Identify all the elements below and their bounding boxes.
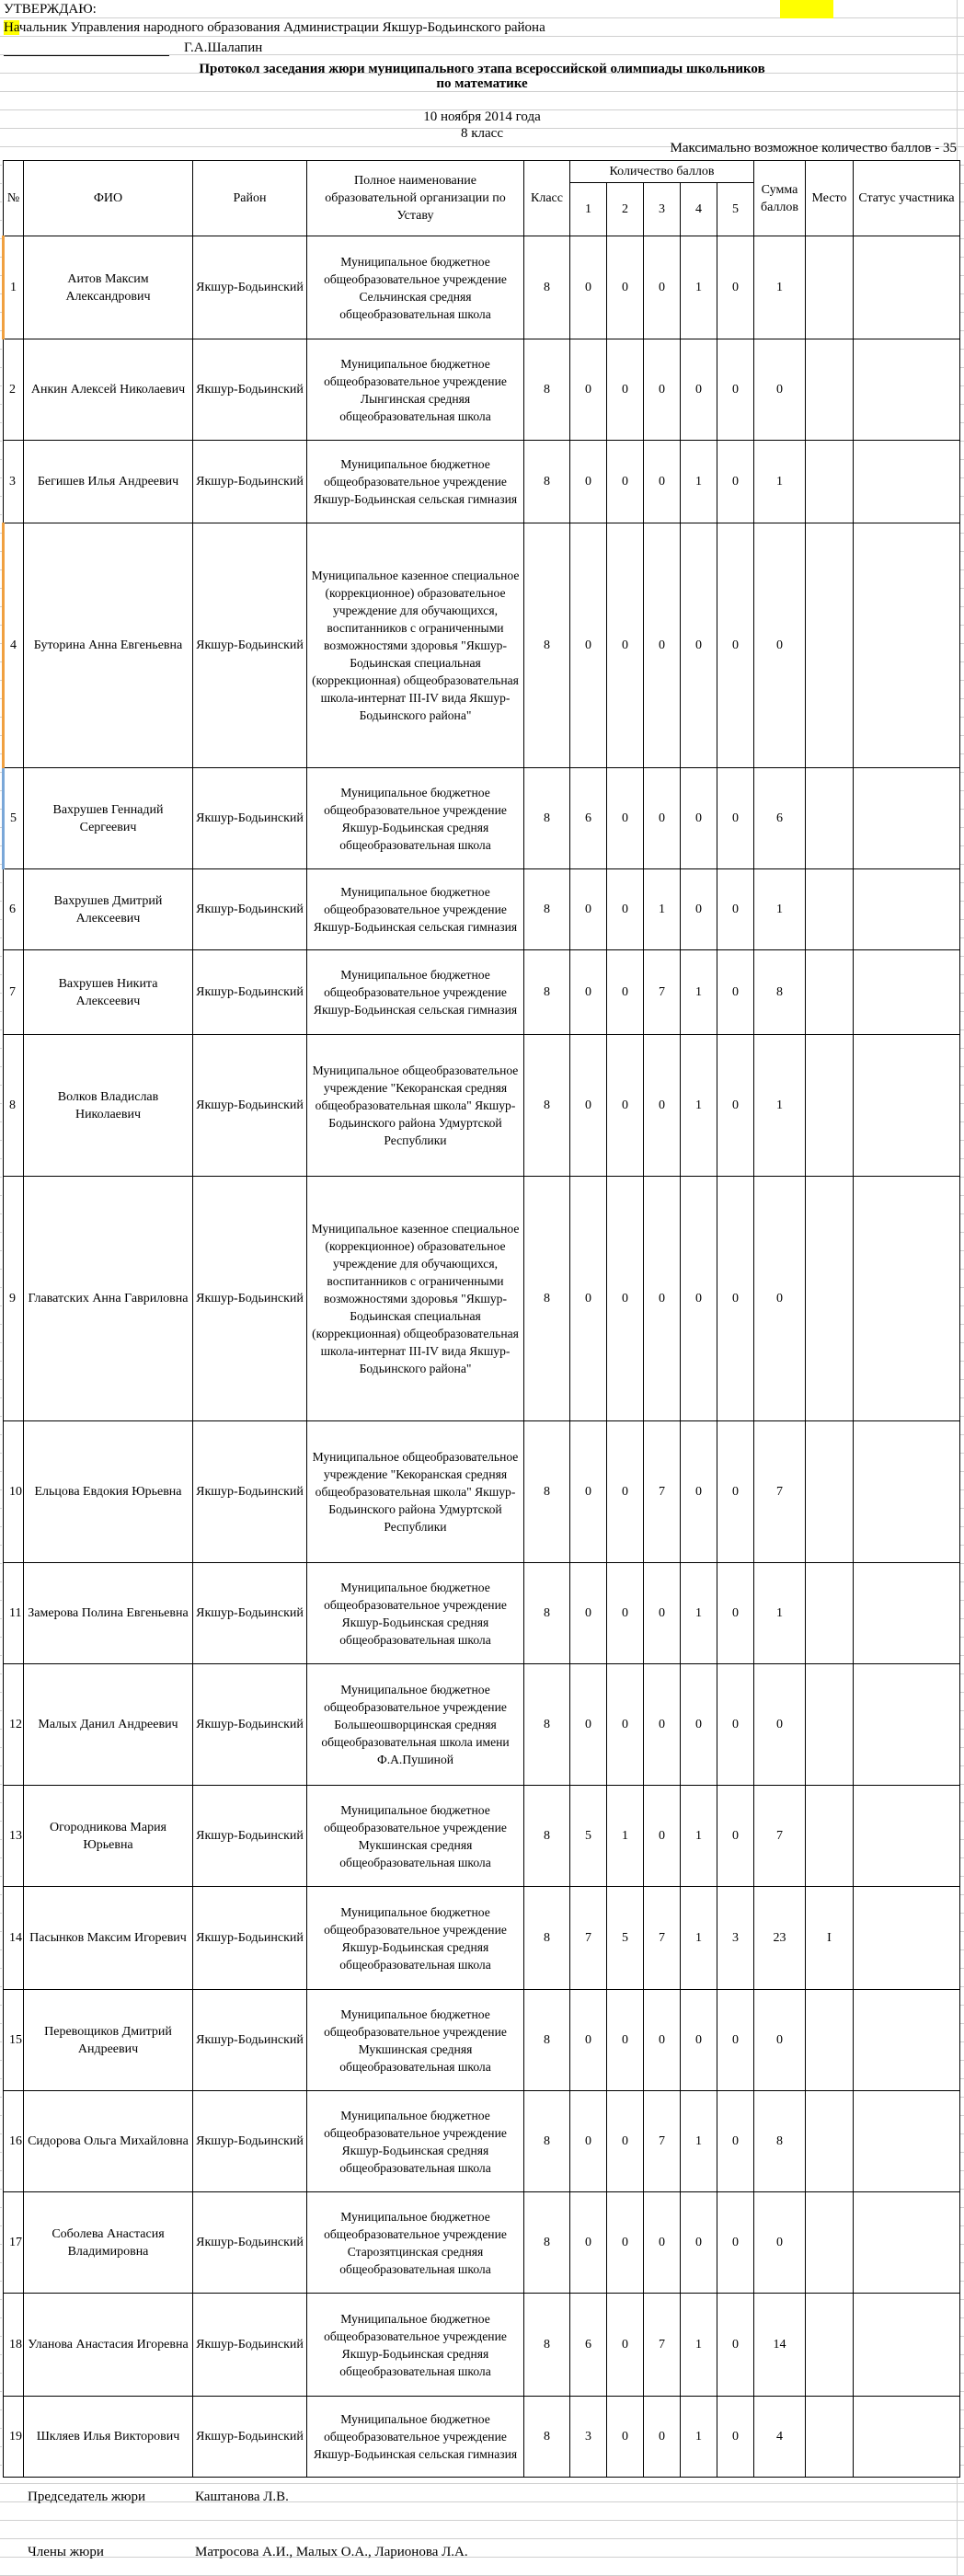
cell-q5: 0 [717, 523, 754, 768]
cell-q4: 1 [681, 2294, 717, 2397]
cell-place [806, 1786, 854, 1887]
cell-q5: 0 [717, 236, 754, 339]
cell-q4: 1 [681, 441, 717, 523]
cell-place [806, 2192, 854, 2294]
date-label: 10 ноября 2014 года [423, 109, 541, 124]
document-title: Протокол заседания жюри муниципального этапа всероссийской олимпиады школьников [199, 62, 765, 76]
cell-status [854, 441, 960, 523]
cell-q3: 0 [644, 1035, 681, 1177]
cell-num: 11 [4, 1563, 24, 1664]
cell-q1: 0 [570, 236, 607, 339]
cell-q4: 1 [681, 2397, 717, 2478]
table-row [4, 2294, 960, 2397]
col-sum: Сумма баллов [754, 161, 806, 236]
cell-q4: 1 [681, 1887, 717, 1990]
highlighted-cell[interactable] [780, 0, 833, 18]
cell-q2: 0 [607, 523, 644, 768]
cell-q1: 6 [570, 768, 607, 869]
cell-district: Якшур-Бодьинский [193, 236, 307, 339]
cell-sum: 0 [754, 2192, 806, 2294]
approve-label: УТВЕРЖДАЮ: [4, 2, 97, 17]
cell-district: Якшур-Бодьинский [193, 2091, 307, 2192]
cell-class: 8 [524, 869, 570, 950]
cell-class: 8 [524, 1786, 570, 1887]
cell-place [806, 339, 854, 441]
cell-q1: 0 [570, 1421, 607, 1563]
cell-district: Якшур-Бодьинский [193, 339, 307, 441]
cell-num: 15 [4, 1990, 24, 2091]
cell-district: Якшур-Бодьинский [193, 1035, 307, 1177]
cell-org: Муниципальное казенное специальное (коррекционное) образовательное учреждение для обучающихся, воспитанников с ограниченными возможностями здоровья "Якшур-Бодьинская специальная (коррекционная) общеобразовательная школа-интернат III-IV вида Якшур-Бодьинского района" [307, 523, 524, 768]
table-row [4, 1664, 960, 1786]
cell-q3: 7 [644, 950, 681, 1035]
cell-district: Якшур-Бодьинский [193, 768, 307, 869]
cell-num: 16 [4, 2091, 24, 2192]
cell-org: Муниципальное бюджетное общеобразовательное учреждение Мукшинская средняя общеобразовательная школа [307, 1786, 524, 1887]
cell-sum: 23 [754, 1887, 806, 1990]
table-row [4, 768, 960, 869]
cell-q4: 1 [681, 236, 717, 339]
cell-q5: 0 [717, 2397, 754, 2478]
cell-district: Якшур-Бодьинский [193, 2294, 307, 2397]
table-row [4, 1421, 960, 1563]
cell-place [806, 1664, 854, 1786]
cell-q3: 0 [644, 236, 681, 339]
cell-q5: 0 [717, 950, 754, 1035]
cell-org: Муниципальное казенное специальное (коррекционное) образовательное учреждение для обучающихся, воспитанников с ограниченными возможностями здоровья "Якшур-Бодьинская специальная (коррекционная) общеобразовательная школа-интернат III-IV вида Якшур-Бодьинского района" [307, 1177, 524, 1421]
cell-q1: 0 [570, 1177, 607, 1421]
cell-fio: Бегишев Илья Андреевич [24, 441, 193, 523]
cell-q4: 0 [681, 523, 717, 768]
highlighted-text: На [4, 20, 19, 35]
cell-q2: 0 [607, 2192, 644, 2294]
cell-q4: 1 [681, 1035, 717, 1177]
cell-q3: 7 [644, 2091, 681, 2192]
cell-class: 8 [524, 1421, 570, 1563]
cell-num: 4 [4, 523, 24, 768]
cell-q1: 0 [570, 2091, 607, 2192]
cell-class: 8 [524, 1664, 570, 1786]
cell-q5: 0 [717, 1990, 754, 2091]
cell-fio: Уланова Анастасия Игоревна [24, 2294, 193, 2397]
col-status: Статус участника [854, 161, 960, 236]
members-names: Матросова А.И., Малых О.А., Ларионова Л.А. [195, 2545, 468, 2559]
cell-sum: 8 [754, 950, 806, 1035]
cell-q1: 0 [570, 869, 607, 950]
cell-q2: 0 [607, 950, 644, 1035]
cell-class: 8 [524, 1035, 570, 1177]
signature-name: Г.А.Шалапин [184, 40, 263, 55]
cell-status [854, 1664, 960, 1786]
cell-num: 17 [4, 2192, 24, 2294]
cell-q5: 0 [717, 768, 754, 869]
cell-place: I [806, 1887, 854, 1990]
cell-q5: 0 [717, 869, 754, 950]
cell-q5: 0 [717, 1035, 754, 1177]
cell-sum: 1 [754, 441, 806, 523]
cell-status [854, 869, 960, 950]
cell-q5: 0 [717, 2294, 754, 2397]
cell-sum: 0 [754, 523, 806, 768]
cell-sum: 0 [754, 1990, 806, 2091]
cell-num: 13 [4, 1786, 24, 1887]
cell-q5: 0 [717, 2091, 754, 2192]
col-class: Класс [524, 161, 570, 236]
cell-org: Муниципальное бюджетное общеобразовательное учреждение Старозятцинская средняя общеобразовательная школа [307, 2192, 524, 2294]
cell-status [854, 1177, 960, 1421]
cell-status [854, 1786, 960, 1887]
cell-status [854, 1990, 960, 2091]
table-row [4, 1887, 960, 1990]
cell-q3: 1 [644, 869, 681, 950]
cell-org: Муниципальное бюджетное общеобразовательное учреждение Якшур-Бодьинская средняя общеобразовательная школа [307, 1887, 524, 1990]
cell-sum: 14 [754, 2294, 806, 2397]
cell-org: Муниципальное бюджетное общеобразовательное учреждение Большеошворцинская средняя общеобразовательная школа имени Ф.А.Пушиной [307, 1664, 524, 1786]
cell-district: Якшур-Бодьинский [193, 950, 307, 1035]
cell-org: Муниципальное бюджетное общеобразовательное учреждение Якшур-Бодьинская средняя общеобразовательная школа [307, 2294, 524, 2397]
chair-name: Каштанова Л.В. [195, 2490, 289, 2504]
cell-q1: 7 [570, 1887, 607, 1990]
cell-class: 8 [524, 2091, 570, 2192]
cell-q5: 0 [717, 1421, 754, 1563]
cell-q3: 0 [644, 441, 681, 523]
table-row [4, 869, 960, 950]
cell-q4: 0 [681, 1177, 717, 1421]
cell-class: 8 [524, 950, 570, 1035]
cell-fio: Ельцова Евдокия Юрьевна [24, 1421, 193, 1563]
cell-org: Муниципальное бюджетное общеобразовательное учреждение Лынгинская средняя общеобразовательная школа [307, 339, 524, 441]
cell-status [854, 1887, 960, 1990]
cell-q2: 0 [607, 2294, 644, 2397]
cell-fio: Малых Данил Андреевич [24, 1664, 193, 1786]
cell-q3: 0 [644, 1664, 681, 1786]
col-scores-group: Количество баллов [570, 161, 754, 183]
cell-status [854, 236, 960, 339]
cell-q1: 0 [570, 2192, 607, 2294]
cell-org: Муниципальное бюджетное общеобразовательное учреждение Мукшинская средняя общеобразовательная школа [307, 1990, 524, 2091]
cell-class: 8 [524, 1990, 570, 2091]
cell-q4: 0 [681, 1664, 717, 1786]
cell-q2: 0 [607, 768, 644, 869]
cell-status [854, 1563, 960, 1664]
table-row [4, 2192, 960, 2294]
document-subject: по математике [436, 76, 528, 91]
cell-q1: 0 [570, 950, 607, 1035]
cell-num: 18 [4, 2294, 24, 2397]
chair-label: Председатель жюри [28, 2490, 146, 2504]
cell-class: 8 [524, 1177, 570, 1421]
cell-fio: Перевощиков Дмитрий Андреевич [24, 1990, 193, 2091]
cell-sum: 0 [754, 339, 806, 441]
cell-org: Муниципальное бюджетное общеобразовательное учреждение Якшур-Бодьинская средняя общеобразовательная школа [307, 768, 524, 869]
cell-status [854, 768, 960, 869]
cell-q5: 0 [717, 1786, 754, 1887]
cell-q4: 0 [681, 869, 717, 950]
cell-q1: 0 [570, 339, 607, 441]
cell-q1: 0 [570, 1990, 607, 2091]
cell-q3: 0 [644, 339, 681, 441]
cell-q2: 0 [607, 1664, 644, 1786]
cell-q5: 0 [717, 441, 754, 523]
cell-q1: 0 [570, 1664, 607, 1786]
table-row [4, 441, 960, 523]
table-row [4, 339, 960, 441]
cell-q2: 0 [607, 1990, 644, 2091]
cell-q2: 0 [607, 1421, 644, 1563]
cell-status [854, 339, 960, 441]
results-table [2, 160, 960, 2478]
cell-district: Якшур-Бодьинский [193, 1887, 307, 1990]
cell-fio: Сидорова Ольга Михайловна [24, 2091, 193, 2192]
cell-status [854, 2294, 960, 2397]
cell-district: Якшур-Бодьинский [193, 441, 307, 523]
cell-class: 8 [524, 2192, 570, 2294]
cell-class: 8 [524, 1563, 570, 1664]
cell-sum: 7 [754, 1421, 806, 1563]
cell-org: Муниципальное бюджетное общеобразовательное учреждение Якшур-Бодьинская сельская гимназия [307, 950, 524, 1035]
cell-class: 8 [524, 2397, 570, 2478]
cell-sum: 8 [754, 2091, 806, 2192]
cell-q5: 0 [717, 2192, 754, 2294]
cell-fio: Соболева Анастасия Владимировна [24, 2192, 193, 2294]
table-row [4, 1563, 960, 1664]
cell-fio: Пасынков Максим Игоревич [24, 1887, 193, 1990]
col-q1: 1 [570, 183, 607, 236]
cell-q3: 0 [644, 768, 681, 869]
cell-q2: 0 [607, 441, 644, 523]
cell-place [806, 2294, 854, 2397]
cell-q4: 0 [681, 1990, 717, 2091]
cell-class: 8 [524, 2294, 570, 2397]
cell-q1: 0 [570, 1035, 607, 1177]
cell-q1: 6 [570, 2294, 607, 2397]
cell-q5: 0 [717, 1177, 754, 1421]
cell-district: Якшур-Бодьинский [193, 1563, 307, 1664]
table-row [4, 1990, 960, 2091]
cell-q1: 5 [570, 1786, 607, 1887]
cell-sum: 1 [754, 869, 806, 950]
table-row [4, 2397, 960, 2478]
cell-num: 6 [4, 869, 24, 950]
cell-num: 8 [4, 1035, 24, 1177]
cell-district: Якшур-Бодьинский [193, 869, 307, 950]
cell-q1: 0 [570, 1563, 607, 1664]
cell-fio: Шкляев Илья Викторович [24, 2397, 193, 2478]
cell-sum: 1 [754, 1035, 806, 1177]
cell-org: Муниципальное бюджетное общеобразовательное учреждение Якшур-Бодьинская сельская гимназия [307, 869, 524, 950]
cell-sum: 6 [754, 768, 806, 869]
cell-place [806, 1035, 854, 1177]
head-title [4, 18, 545, 37]
cell-num: 1 [4, 236, 24, 339]
cell-place [806, 1563, 854, 1664]
grade-label: 8 класс [461, 126, 503, 141]
cell-org: Муниципальное бюджетное общеобразовательное учреждение Якшур-Бодьинская сельская гимназия [307, 2397, 524, 2478]
cell-class: 8 [524, 441, 570, 523]
cell-q3: 0 [644, 2397, 681, 2478]
cell-district: Якшур-Бодьинский [193, 1177, 307, 1421]
cell-sum: 7 [754, 1786, 806, 1887]
cell-class: 8 [524, 236, 570, 339]
cell-num: 14 [4, 1887, 24, 1990]
head-title-rest: чальник Управления народного образования Администрации Якшур-Бодьинского района [18, 20, 545, 35]
cell-q3: 0 [644, 2192, 681, 2294]
cell-district: Якшур-Бодьинский [193, 1664, 307, 1786]
cell-org: Муниципальное бюджетное общеобразовательное учреждение Сельчинская средняя общеобразовательная школа [307, 236, 524, 339]
cell-class: 8 [524, 1887, 570, 1990]
col-district: Район [193, 161, 307, 236]
cell-place [806, 1421, 854, 1563]
cell-num: 10 [4, 1421, 24, 1563]
table-row [4, 2091, 960, 2192]
cell-org: Муниципальное бюджетное общеобразовательное учреждение Якшур-Бодьинская сельская гимназия [307, 441, 524, 523]
cell-q1: 0 [570, 523, 607, 768]
members-label: Члены жюри [28, 2545, 104, 2559]
cell-org: Муниципальное бюджетное общеобразовательное учреждение Якшур-Бодьинская средняя общеобразовательная школа [307, 1563, 524, 1664]
table-row [4, 1035, 960, 1177]
col-q4: 4 [681, 183, 717, 236]
cell-sum: 0 [754, 1664, 806, 1786]
cell-place [806, 2091, 854, 2192]
cell-fio: Вахрушев Никита Алексеевич [24, 950, 193, 1035]
cell-q3: 0 [644, 1990, 681, 2091]
cell-num: 3 [4, 441, 24, 523]
cell-fio: Вахрушев Дмитрий Алексеевич [24, 869, 193, 950]
cell-q2: 0 [607, 1563, 644, 1664]
cell-sum: 4 [754, 2397, 806, 2478]
cell-status [854, 2397, 960, 2478]
cell-place [806, 768, 854, 869]
cell-class: 8 [524, 523, 570, 768]
cell-place [806, 869, 854, 950]
cell-q4: 1 [681, 1786, 717, 1887]
col-q2: 2 [607, 183, 644, 236]
cell-q2: 0 [607, 2397, 644, 2478]
cell-org: Муниципальное общеобразовательное учреждение "Кекоранская средняя общеобразовательная школа" Якшур-Бодьинского района Удмуртской Республики [307, 1421, 524, 1563]
cell-status [854, 950, 960, 1035]
cell-fio: Огородникова Мария Юрьевна [24, 1786, 193, 1887]
cell-district: Якшур-Бодьинский [193, 523, 307, 768]
cell-status [854, 1421, 960, 1563]
cell-num: 2 [4, 339, 24, 441]
cell-q4: 1 [681, 2091, 717, 2192]
cell-q4: 0 [681, 1421, 717, 1563]
cell-sum: 1 [754, 1563, 806, 1664]
cell-q2: 0 [607, 1177, 644, 1421]
cell-q5: 0 [717, 339, 754, 441]
cell-q1: 0 [570, 441, 607, 523]
table-row [4, 1177, 960, 1421]
cell-q2: 0 [607, 869, 644, 950]
cell-num: 7 [4, 950, 24, 1035]
cell-q5: 3 [717, 1887, 754, 1990]
cell-org: Муниципальное бюджетное общеобразовательное учреждение Якшур-Бодьинская средняя общеобразовательная школа [307, 2091, 524, 2192]
cell-q3: 0 [644, 523, 681, 768]
max-score-label: Максимально возможное количество баллов - 35 [670, 141, 957, 155]
col-q3: 3 [644, 183, 681, 236]
cell-num: 19 [4, 2397, 24, 2478]
cell-place [806, 2397, 854, 2478]
cell-q2: 5 [607, 1887, 644, 1990]
cell-class: 8 [524, 768, 570, 869]
cell-place [806, 523, 854, 768]
col-num: № [4, 161, 24, 236]
cell-place [806, 950, 854, 1035]
cell-place [806, 1990, 854, 2091]
cell-q2: 1 [607, 1786, 644, 1887]
cell-district: Якшур-Бодьинский [193, 1990, 307, 2091]
cell-q3: 0 [644, 1563, 681, 1664]
col-place: Место [806, 161, 854, 236]
cell-q3: 0 [644, 1177, 681, 1421]
header-row-top [4, 161, 960, 183]
cell-q2: 0 [607, 339, 644, 441]
cell-q4: 1 [681, 1563, 717, 1664]
cell-q3: 0 [644, 1786, 681, 1887]
cell-district: Якшур-Бодьинский [193, 1421, 307, 1563]
cell-place [806, 1177, 854, 1421]
cell-fio: Аитов Максим Александрович [24, 236, 193, 339]
table-body [4, 236, 960, 2478]
cell-fio: Вахрушев Геннадий Сергеевич [24, 768, 193, 869]
cell-status [854, 2192, 960, 2294]
cell-status [854, 1035, 960, 1177]
table-row [4, 950, 960, 1035]
table-row [4, 236, 960, 339]
cell-status [854, 523, 960, 768]
col-fio: ФИО [24, 161, 193, 236]
cell-place [806, 236, 854, 339]
signature-line [4, 55, 169, 56]
cell-fio: Волков Владислав Николаевич [24, 1035, 193, 1177]
cell-q2: 0 [607, 236, 644, 339]
cell-fio: Замерова Полина Евгеньевна [24, 1563, 193, 1664]
table-row [4, 1786, 960, 1887]
cell-q4: 0 [681, 768, 717, 869]
col-org: Полное наименование образовательной организации по Уставу [307, 161, 524, 236]
cell-q5: 0 [717, 1563, 754, 1664]
cell-q4: 0 [681, 2192, 717, 2294]
table-row [4, 523, 960, 768]
cell-district: Якшур-Бодьинский [193, 2192, 307, 2294]
cell-q2: 0 [607, 1035, 644, 1177]
cell-q5: 0 [717, 1664, 754, 1786]
cell-num: 9 [4, 1177, 24, 1421]
cell-q4: 1 [681, 950, 717, 1035]
cell-fio: Анкин Алексей Николаевич [24, 339, 193, 441]
cell-q3: 7 [644, 2294, 681, 2397]
cell-q2: 0 [607, 2091, 644, 2192]
cell-num: 12 [4, 1664, 24, 1786]
cell-q1: 3 [570, 2397, 607, 2478]
cell-district: Якшур-Бодьинский [193, 2397, 307, 2478]
cell-fio: Буторина Анна Евгеньевна [24, 523, 193, 768]
cell-q4: 0 [681, 339, 717, 441]
cell-sum: 1 [754, 236, 806, 339]
cell-org: Муниципальное общеобразовательное учреждение "Кекоранская средняя общеобразовательная школа" Якшур-Бодьинского района Удмуртской Республики [307, 1035, 524, 1177]
cell-district: Якшур-Бодьинский [193, 1786, 307, 1887]
cell-q3: 7 [644, 1421, 681, 1563]
cell-q3: 7 [644, 1887, 681, 1990]
cell-num: 5 [4, 768, 24, 869]
cell-status [854, 2091, 960, 2192]
cell-class: 8 [524, 339, 570, 441]
col-q5: 5 [717, 183, 754, 236]
cell-sum: 0 [754, 1177, 806, 1421]
cell-fio: Главатских Анна Гавриловна [24, 1177, 193, 1421]
cell-place [806, 441, 854, 523]
